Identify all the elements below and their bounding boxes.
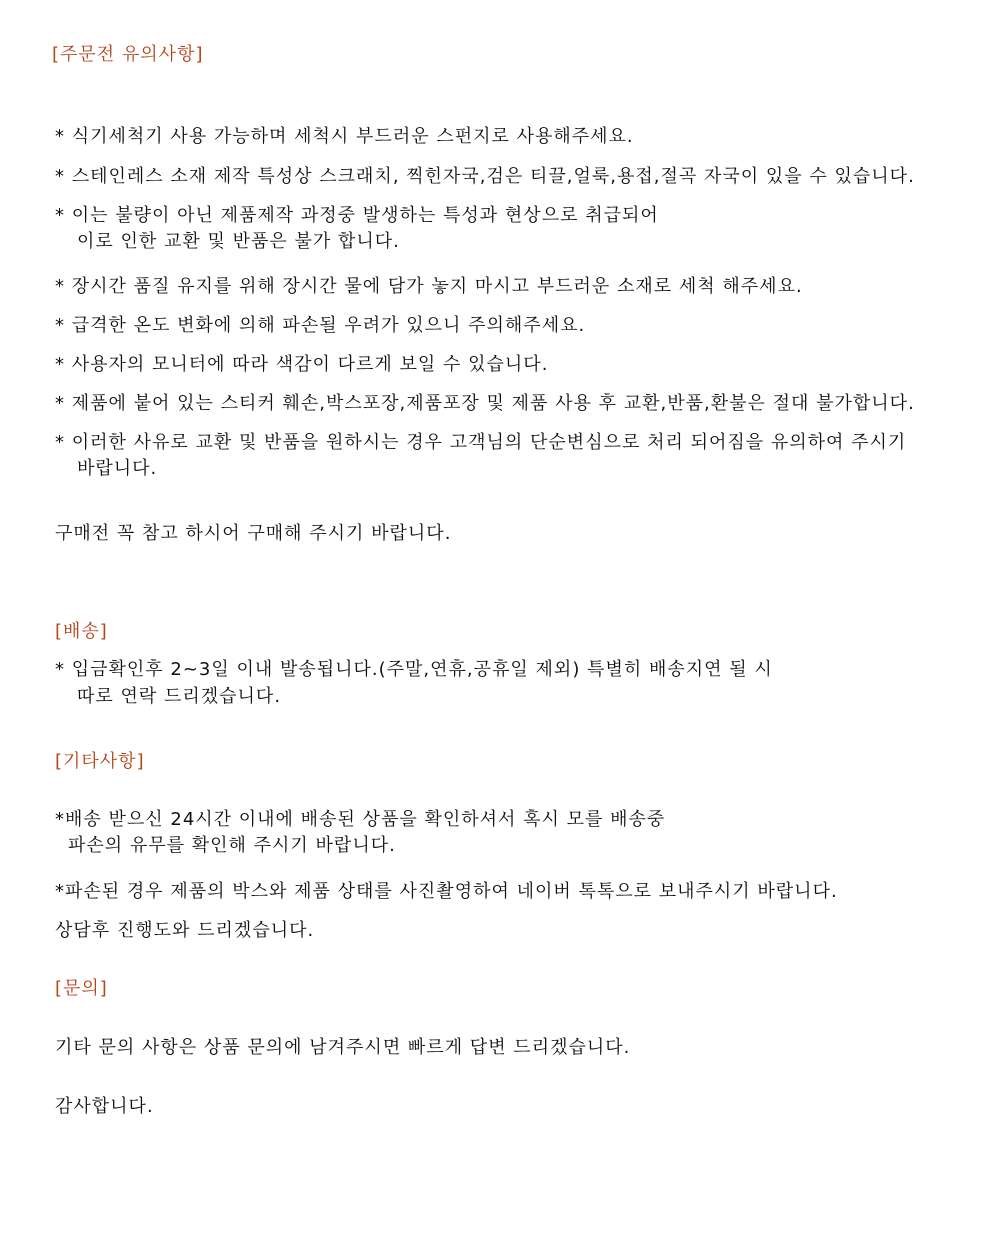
precaution-item-7: * 제품에 붙어 있는 스티커 훼손,박스포장,제품포장 및 제품 사용 후 교환,반품,환불은 절대 불가합니다.: [55, 393, 915, 414]
precaution-item-1: * 식기세척기 사용 가능하며 세척시 부드러운 스펀지로 사용해주세요.: [55, 126, 634, 147]
inquiry-heading: [문의]: [55, 978, 108, 999]
precautions-closing: 구매전 꼭 참고 하시어 구매해 주시기 바랍니다.: [55, 523, 452, 544]
precaution-item-2: * 스테인레스 소재 제작 특성상 스크래치, 찍힌자국,검은 티끌,얼룩,용접,절곡 자국이 있을 수 있습니다.: [55, 166, 915, 187]
shipping-heading: [배송]: [55, 621, 108, 642]
other-item-1-cont: 파손의 유무를 확인해 주시기 바랍니다.: [68, 835, 396, 856]
shipping-text-cont: 따로 연락 드리겠습니다.: [77, 686, 282, 707]
precaution-item-6: * 사용자의 모니터에 따라 색감이 다르게 보일 수 있습니다.: [55, 354, 549, 375]
precautions-heading: [주문전 유의사항]: [52, 44, 204, 65]
other-heading: [기타사항]: [55, 751, 145, 772]
other-item-2: *파손된 경우 제품의 박스와 제품 상태를 사진촬영하여 네이버 톡톡으로 보내주시기 바랍니다.: [55, 881, 838, 902]
shipping-text: * 입금확인후 2~3일 이내 발송됩니다.(주말,연휴,공휴일 제외) 특별히 배송지연 될 시: [55, 659, 773, 680]
other-item-1: *배송 받으신 24시간 이내에 배송된 상품을 확인하셔서 혹시 모를 배송중: [55, 809, 666, 830]
precaution-item-3: * 이는 불량이 아닌 제품제작 과정중 발생하는 특성과 현상으로 취급되어: [55, 205, 659, 226]
precaution-item-5: * 급격한 온도 변화에 의해 파손될 우려가 있으니 주의해주세요.: [55, 315, 586, 336]
precaution-item-4: * 장시간 품질 유지를 위해 장시간 물에 담가 놓지 마시고 부드러운 소재로 세척 해주세요.: [55, 276, 803, 297]
precaution-item-8-cont: 바랍니다.: [77, 458, 158, 479]
other-item-3: 상담후 진행도와 드리겠습니다.: [55, 920, 315, 941]
inquiry-text: 기타 문의 사항은 상품 문의에 남겨주시면 빠르게 답변 드리겠습니다.: [55, 1037, 631, 1058]
precaution-item-8: * 이러한 사유로 교환 및 반품을 원하시는 경우 고객님의 단순변심으로 처리 되어짐을 유의하여 주시기: [55, 432, 907, 453]
precaution-item-3-cont: 이로 인한 교환 및 반품은 불가 합니다.: [77, 231, 400, 252]
thanks-text: 감사합니다.: [55, 1096, 154, 1117]
